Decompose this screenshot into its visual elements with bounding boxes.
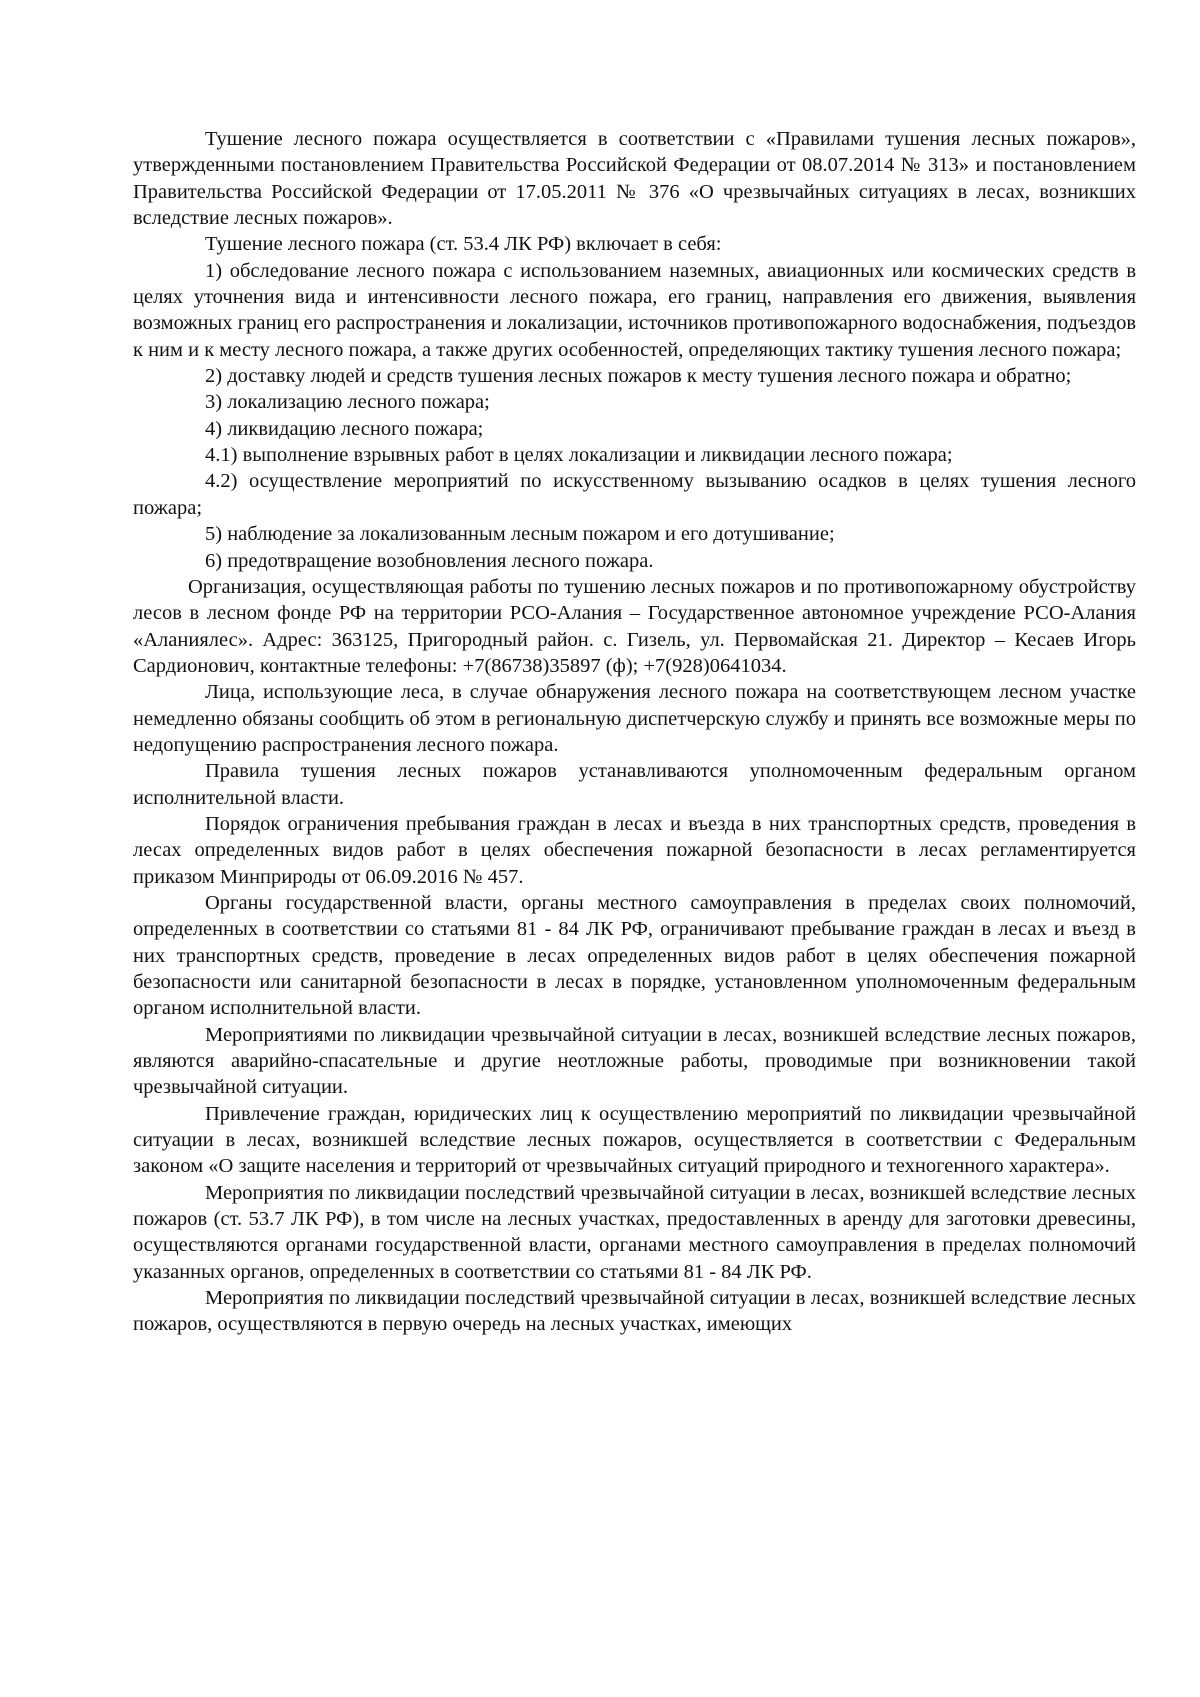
paragraph-organization: Организация, осуществляющая работы по тушению лесных пожаров и по противопожарному обустройству лесов в лесном фонде РФ на территории РСО-Алания – Государственное автономное учреждение РСО-Алания «Аланиялес». Адрес: 363125, Пригородный район. с. Гизель, ул. Первомайская 21. Директор – Кесаев Игорь Сардионович, контактные телефоны: +7(86738)35897 (ф); +7(928)0641034. — [133, 575, 1136, 677]
paragraph-forest-users-duty: Лица, использующие леса, в случае обнаружения лесного пожара на соответствующем лесном участке немедленно обязаны сообщить об этом в региональную диспетчерскую службу и принять все возможные меры по недопущению распространения лесного пожара. — [133, 681, 1136, 756]
paragraph-fire-rules-basis: Тушение лесного пожара осуществляется в соответствии с «Правилами тушения лесных пожаров», утвержденными постановлением Правительства Российской Федерации от 08.07.2014 № 313» и постановлением Правительства Российской Федерации от 17.05.2011 № 376 «О чрезвычайных ситуациях в лесах, возникших вследствие лесных пожаров». — [133, 128, 1136, 230]
list-item-3-localization: 3) локализацию лесного пожара; — [205, 391, 490, 414]
paragraph-citizen-involvement: Привлечение граждан, юридических лиц к осуществлению мероприятий по ликвидации чрезвычайной ситуации в лесах, возникшей вследствие лесных пожаров, осуществляется в соответствии с Федеральным законом «О защите населения и территорий от чрезвычайных ситуаций природного и техногенного характера». — [133, 1102, 1136, 1178]
list-item-4-1-blasting: 4.1) выполнение взрывных работ в целях локализации и ликвидации лесного пожара; — [205, 444, 953, 467]
paragraph-fire-extinguishing-includes: Тушение лесного пожара (ст. 53.4 ЛК РФ) включает в себя: — [205, 233, 722, 256]
list-item-6-prevention: 6) предотвращение возобновления лесного пожара. — [205, 549, 654, 572]
list-item-5-observation: 5) наблюдение за локализованным лесным пожаром и его дотушивание; — [205, 523, 835, 546]
paragraph-aftermath-measures: Мероприятия по ликвидации последствий чрезвычайной ситуации в лесах, возникшей вследствие лесных пожаров (ст. 53.7 ЛК РФ), в том числе на лесных участках, предоставленных в аренду для заготовки древесины, осуществляются органами государственной власти, органами местного самоуправления в пределах полномочий указанных органов, определенных в соответствии со статьями 81 - 84 ЛК РФ. — [133, 1181, 1136, 1283]
list-item-4-liquidation: 4) ликвидацию лесного пожара; — [205, 417, 484, 440]
document-body — [133, 126, 1136, 1338]
list-item-2-delivery: 2) доставку людей и средств тушения лесных пожаров к месту тушения лесного пожара и обратно; — [205, 365, 1072, 388]
paragraph-government-bodies: Органы государственной власти, органы местного самоуправления в пределах своих полномочий, определенных в соответствии со статьями 81 - 84 ЛК РФ, ограничивают пребывание граждан в лесах и въезд в них транспортных средств, проведение в лесах определенных видов работ в целях обеспечения пожарной безопасности или санитарной безопасности в лесах в порядке, установленном уполномоченным федеральным органом исполнительной власти. — [133, 891, 1136, 1020]
paragraph-access-restriction: Порядок ограничения пребывания граждан в лесах и въезда в них транспортных средств, проведения в лесах определенных видов работ в целях обеспечения пожарной безопасности в лесах регламентируется приказом Минприроды от 06.09.2016 № 457. — [133, 812, 1136, 888]
paragraph-aftermath-priority: Мероприятия по ликвидации последствий чрезвычайной ситуации в лесах, возникшей вследствие лесных пожаров, осуществляются в первую очередь на лесных участках, имеющих — [133, 1287, 1136, 1336]
list-item-4-2-precipitation: 4.2) осуществление мероприятий по искусственному вызыванию осадков в целях тушения лесного пожара; — [133, 470, 1136, 519]
list-item-1-inspection: 1) обследование лесного пожара с использованием наземных, авиационных или космических средств в целях уточнения вида и интенсивности лесного пожара, его границ, направления его движения, выявления возможных границ его распространения и локализации, источников противопожарного водоснабжения, подъездов к ним и к месту лесного пожара, а также других особенностей, определяющих тактику тушения лесного пожара; — [133, 259, 1136, 361]
paragraph-emergency-measures: Мероприятиями по ликвидации чрезвычайной ситуации в лесах, возникшей вследствие лесных пожаров, являются аварийно-спасательные и другие неотложные работы, проводимые при возникновении такой чрезвычайной ситуации. — [133, 1023, 1136, 1099]
paragraph-rules-authority: Правила тушения лесных пожаров устанавливаются уполномоченным федеральным органом исполнительной власти. — [133, 760, 1136, 809]
